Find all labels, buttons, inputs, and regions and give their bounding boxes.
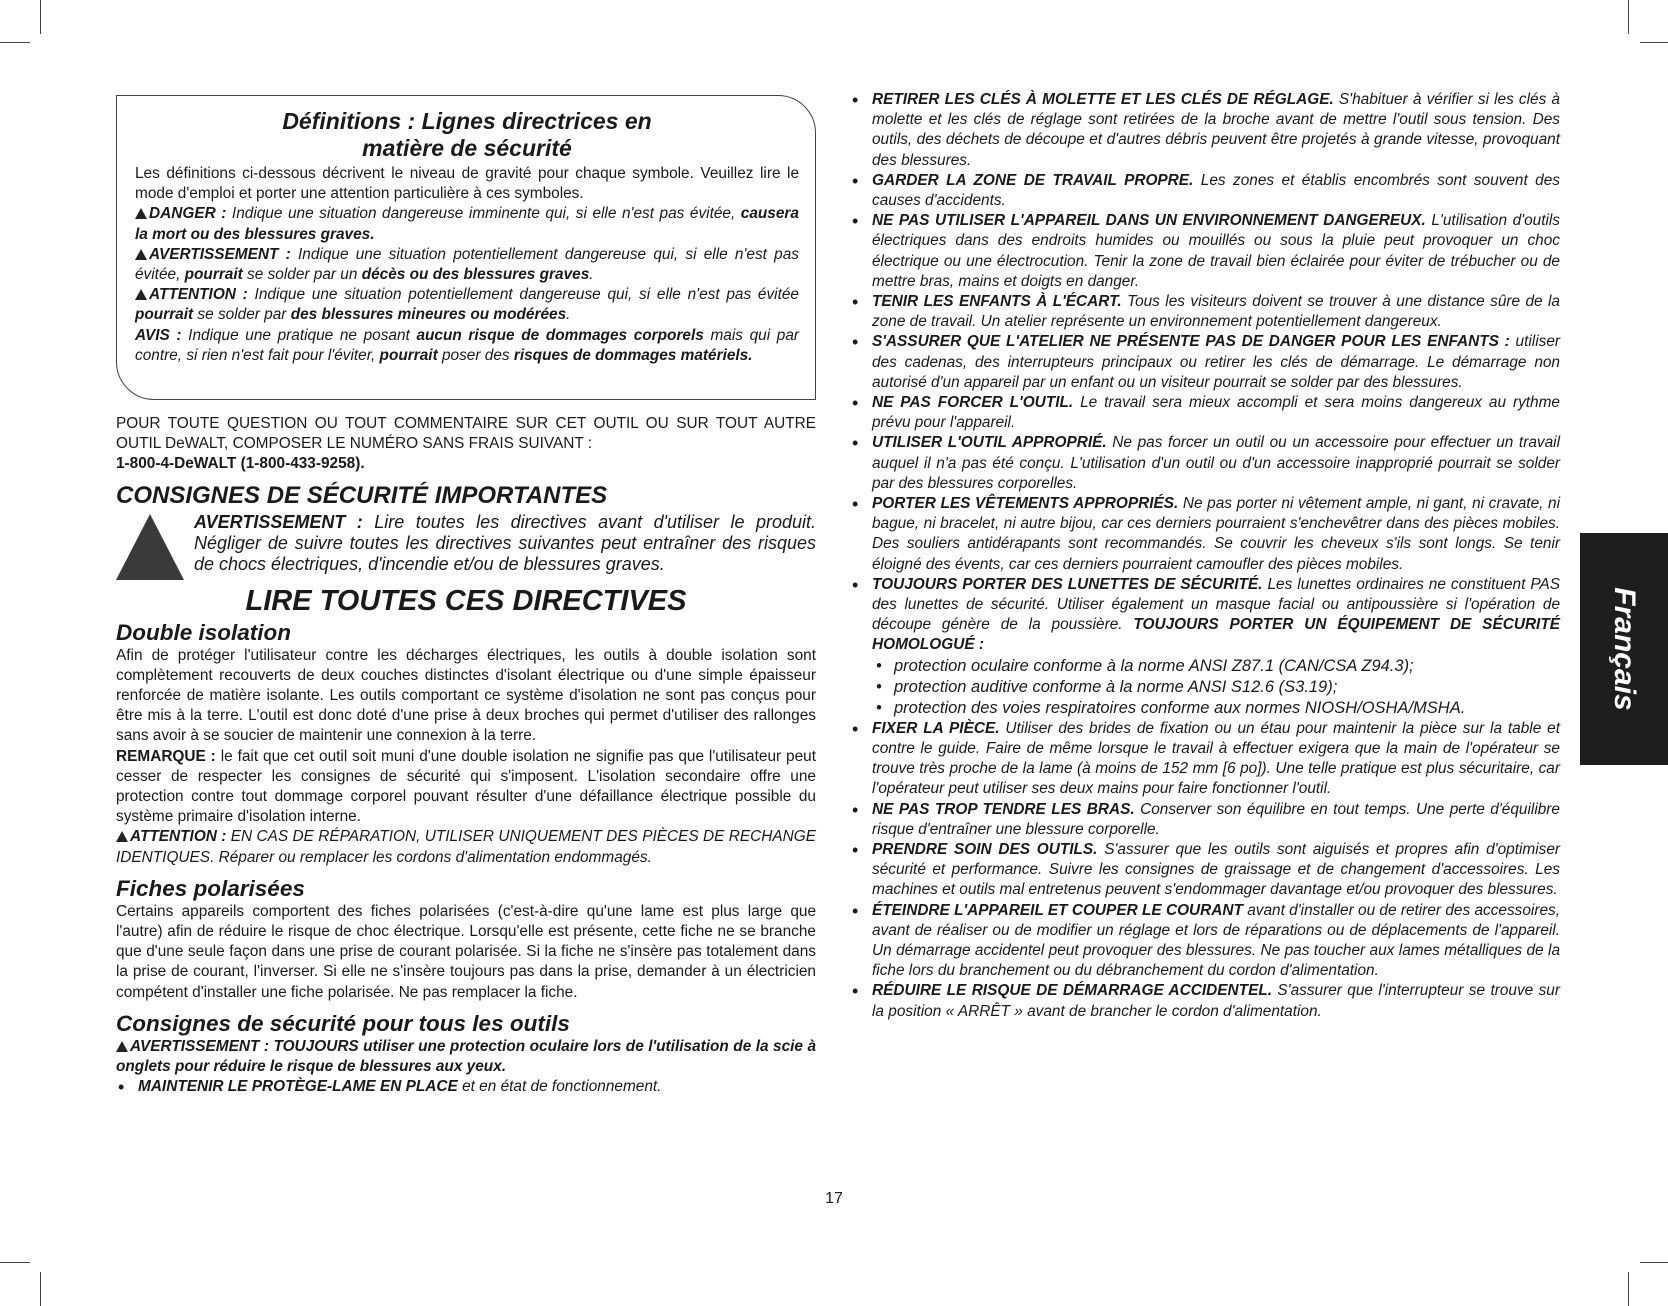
- crop-mark: [40, 1272, 41, 1306]
- contact-phone: 1-800-4-DeWALT (1-800-433-9258).: [116, 455, 365, 473]
- list-item: • RETIRER LES CLÉS À MOLETTE ET LES CLÉS DE RÉGLAGE. S'habituer à vérifier si les clés à molette et les clés de réglage sont retirées de la broche avant de mettre l'outil sous tension. Des outils, des déchets de découpe et d'autres débris peuvent être projetés à grande vitesse, provoquant des blessures.: [850, 90, 1560, 171]
- warning-triangle-icon: [135, 249, 147, 260]
- crop-mark: [1640, 1262, 1668, 1263]
- list-item: • PRENDRE SOIN DES OUTILS. S'assurer que les outils sont aiguisés et propres afin d'optimiser sécurité et performance. Suivre les consignes de graissage et de changement d'accessoires. Les machines et outils mal entretenus peuvent s'endommager davantage et/ou provoquer des blessures.: [850, 840, 1560, 901]
- remarque-text: REMARQUE : le fait que cet outil soit muni d'une double isolation ne signifie pas que l'utilisateur peut cesser de respecter les consignes de sécurité qui s'imposent. L'isolation secondaire offre une protection contre tout dommage corporel pouvant résulter d'une défaillance électrique possible du système primaire d'isolation interne.: [116, 747, 816, 826]
- list-item: • MAINTENIR LE PROTÈGE-LAME EN PLACE et en état de fonctionnement.: [116, 1077, 816, 1097]
- avertissement-definition: AVERTISSEMENT : Indique une situation potentiellement dangereuse qui, si elle n'est pas évitée, pourrait se solder par un décès ou des blessures graves.: [135, 245, 799, 284]
- danger-definition: DANGER : Indique une situation dangereuse imminente qui, si elle n'est pas évitée, causera la mort ou des blessures graves.: [135, 205, 799, 243]
- crop-mark: [1628, 1272, 1629, 1306]
- list-item: • NE PAS TROP TENDRE LES BRAS. Conserver son équilibre en tout temps. Une perte d'équilibre risque d'entraîner une blessure corporelle.: [850, 800, 1560, 840]
- fiches-text: Certains appareils comportent des fiches polarisées (c'est-à-dire qu'une lame est plus large que l'autre) afin de réduire le risque de choc électrique. Lorsqu'elle est présente, cette fiche ne se branche que d'une seule façon dans une prise de courant polarisée. Si la fiche ne s'insère pas totalement dans la prise de courant, l'inverser. Si elle ne s'insère toujours pas dans la prise, demander à un électricien compétent d'installer une fiche polarisée. Ne pas remplacer la fiche.: [116, 902, 816, 1001]
- definitions-title: Définitions : Lignes directrices en matière de sécurité: [282, 108, 652, 161]
- list-item: • S'ASSURER QUE L'ATELIER NE PRÉSENTE PAS DE DANGER POUR LES ENFANTS : utiliser des cadenas, des interrupteurs principaux ou retirer les clés de démarrage. Le démarrage non autorisé d'un appareil par un enfant ou un visiteur pourrait se solder par des blessures.: [850, 332, 1560, 393]
- crop-mark: [40, 0, 41, 34]
- list-item: • FIXER LA PIÈCE. Utiliser des brides de fixation ou un étau pour maintenir la pièce sur la table et contre le guide. Faire de même lorsque le travail à effectuer exigera que la main de l'opérateur se trouve très proche de la lame (à moins de 152 mm [6 po]). Une telle pratique est plus sécuritaire, car l'opérateur peut utiliser ses deux mains pour faire fonctionner l'outil.: [850, 719, 1560, 800]
- crop-mark: [1628, 0, 1629, 34]
- fiches-heading: Fiches polarisées: [116, 875, 305, 901]
- warning-triangle-icon: [135, 289, 147, 300]
- language-side-tab: [1580, 533, 1668, 765]
- avis-definition: AVIS : Indique une pratique ne posant aucun risque de dommages corporels mais qui par contre, si rien n'est fait pour l'éviter, pourrait poser des risques de dommages matériels.: [135, 326, 800, 364]
- consignes-warning: AVERTISSEMENT : Lire toutes les directives avant d'utiliser le produit. Négliger de suivre toutes les directives suivantes peut entraîner des risques de chocs électriques, d'incendie et/ou de blessures graves.: [116, 512, 816, 580]
- list-item: • GARDER LA ZONE DE TRAVAIL PROPRE. Les zones et établis encombrés sont souvent des causes d'accidents.: [850, 171, 1560, 211]
- sub-list-item: • protection des voies respiratoires conforme aux normes NIOSH/OSHA/MSHA.: [872, 698, 1560, 719]
- language-tab-label: Français: [1608, 587, 1641, 711]
- sub-list-item: • protection auditive conforme à la norme ANSI S12.6 (S3.19);: [872, 677, 1560, 698]
- crop-mark: [0, 1262, 30, 1263]
- definitions-intro: Les définitions ci-dessous décrivent le niveau de gravité pour chaque symbole. Veuillez lire le mode d'emploi et porter une attention particulière à ces symboles.: [135, 165, 799, 203]
- page-number: 17: [825, 1190, 843, 1207]
- warning-triangle-icon: [116, 831, 128, 842]
- crop-mark: [1640, 42, 1668, 43]
- warning-triangle-icon: [116, 514, 184, 580]
- tous-outils-list: [116, 1077, 816, 1097]
- list-item: • PORTER LES VÊTEMENTS APPROPRIÉS. Ne pas porter ni vêtement ample, ni gant, ni cravate, ni bague, ni bracelet, ni autre bijou, car ces derniers pourraient s'enchevêtrer dans des pièces mobiles. Des souliers antidérapants sont recommandés. Se couvrir les cheveux s'ils sont longs. Se tenir éloigné des évents, car ces derniers pourraient camoufler des pièces mobiles.: [850, 494, 1560, 575]
- list-item: • NE PAS FORCER L'OUTIL. Le travail sera mieux accompli et sera moins dangereux au rythme prévu pour l'appareil.: [850, 393, 1560, 433]
- list-item: • RÉDUIRE LE RISQUE DE DÉMARRAGE ACCIDENTEL. S'assurer que l'interrupteur se trouve sur la position « ARRÊT » avant de brancher le cordon d'alimentation.: [850, 981, 1560, 1021]
- contact-text: POUR TOUTE QUESTION OU TOUT COMMENTAIRE SUR CET OUTIL OU SUR TOUT AUTRE OUTIL DeWALT, COMPOSER LE NUMÉRO SANS FRAIS SUIVANT :: [116, 415, 816, 453]
- definitions-box: [116, 95, 816, 400]
- attention-definition: ATTENTION : Indique une situation potentiellement dangereuse qui, si elle n'est pas évitée pourrait se solder par des blessures mineures ou modérées.: [135, 286, 799, 324]
- sub-list-item: • protection oculaire conforme à la norme ANSI Z87.1 (CAN/CSA Z94.3);: [872, 656, 1560, 677]
- consignes-heading: CONSIGNES DE SÉCURITÉ IMPORTANTES: [116, 481, 608, 509]
- right-column: [850, 90, 1560, 1022]
- safety-list: [850, 90, 1560, 1022]
- warning-triangle-icon: [135, 208, 147, 219]
- list-item: • ÉTEINDRE L'APPAREIL ET COUPER LE COURANT avant d'installer ou de retirer des accessoires, avant de réaliser ou de modifier un réglage et lors de réparations ou de déplacements de l'appareil. Un démarrage accidentel peut provoquer des blessures. Ne pas toucher aux lames métalliques de la fiche lors du branchement ou du débranchement du cordon d'alimentation.: [850, 901, 1560, 982]
- attention-reparation: ATTENTION : EN CAS DE RÉPARATION, UTILISER UNIQUEMENT DES PIÈCES DE RECHANGE IDENTIQUES. Réparer ou remplacer les cordons d'alimentation endommagés.: [116, 828, 816, 866]
- crop-mark: [0, 42, 30, 43]
- list-item: • UTILISER L'OUTIL APPROPRIÉ. Ne pas forcer un outil ou un accessoire pour effectuer un travail auquel il n'a pas été conçu. L'utilisation d'un outil ou d'un accessoire inapproprié pourrait se solder par des blessures corporelles.: [850, 433, 1560, 494]
- tous-outils-heading: Consignes de sécurité pour tous les outils: [116, 1010, 570, 1036]
- double-isolation-text: Afin de protéger l'utilisateur contre les décharges électriques, les outils à double isolation sont complètement recouverts de deux couches distinctes d'isolant électrique ou d'une simple épaisseur renforcée de matière isolante. Les outils comportant ce système d'isolation ne sont pas conçus pour être mis à la terre. L'outil est donc doté d'une prise à deux broches qui permet d'utiliser des rallonges sans avoir à se soucier de maintenir une connexion à la terre.: [116, 646, 816, 745]
- list-item: • TENIR LES ENFANTS À L'ÉCART. Tous les visiteurs doivent se trouver à une distance sûre de la zone de travail. Un atelier représente un environnement potentiellement dangereux.: [850, 292, 1560, 332]
- lire-directives-heading: LIRE TOUTES CES DIRECTIVES: [245, 584, 687, 617]
- double-isolation-heading: Double isolation: [116, 619, 292, 645]
- equipment-sublist: [872, 656, 1560, 719]
- list-item: • NE PAS UTILISER L'APPAREIL DANS UN ENVIRONNEMENT DANGEREUX. L'utilisation d'outils électriques dans des endroits humides ou mouillés ou sous la pluie peut provoquer un choc électrique ou une électrocution. Tenir la zone de travail bien éclairée pour éviter de trébucher ou de mettre bras, mains et doigts en danger.: [850, 211, 1560, 292]
- tous-outils-warning: AVERTISSEMENT : TOUJOURS utiliser une protection oculaire lors de l'utilisation de la scie à onglets pour réduire le risque de blessures aux yeux.: [116, 1037, 816, 1076]
- list-item: • TOUJOURS PORTER DES LUNETTES DE SÉCURITÉ. Les lunettes ordinaires ne constituent PAS des lunettes de sécurité. Utiliser également un masque facial ou antipoussière si l'opération de découpe génère de la poussière. TOUJOURS PORTER UN ÉQUIPEMENT DE SÉCURITÉ HOMOLOGUÉ : • protection oculaire conforme à la norme ANSI Z87.1 (CAN/CSA Z94.3); • protection auditive conforme à la norme ANSI S12.6 (S3.19); • protection des voies respiratoires conforme aux normes NIOSH/OSHA/MSHA.: [850, 575, 1560, 719]
- warning-triangle-icon: [116, 1041, 128, 1052]
